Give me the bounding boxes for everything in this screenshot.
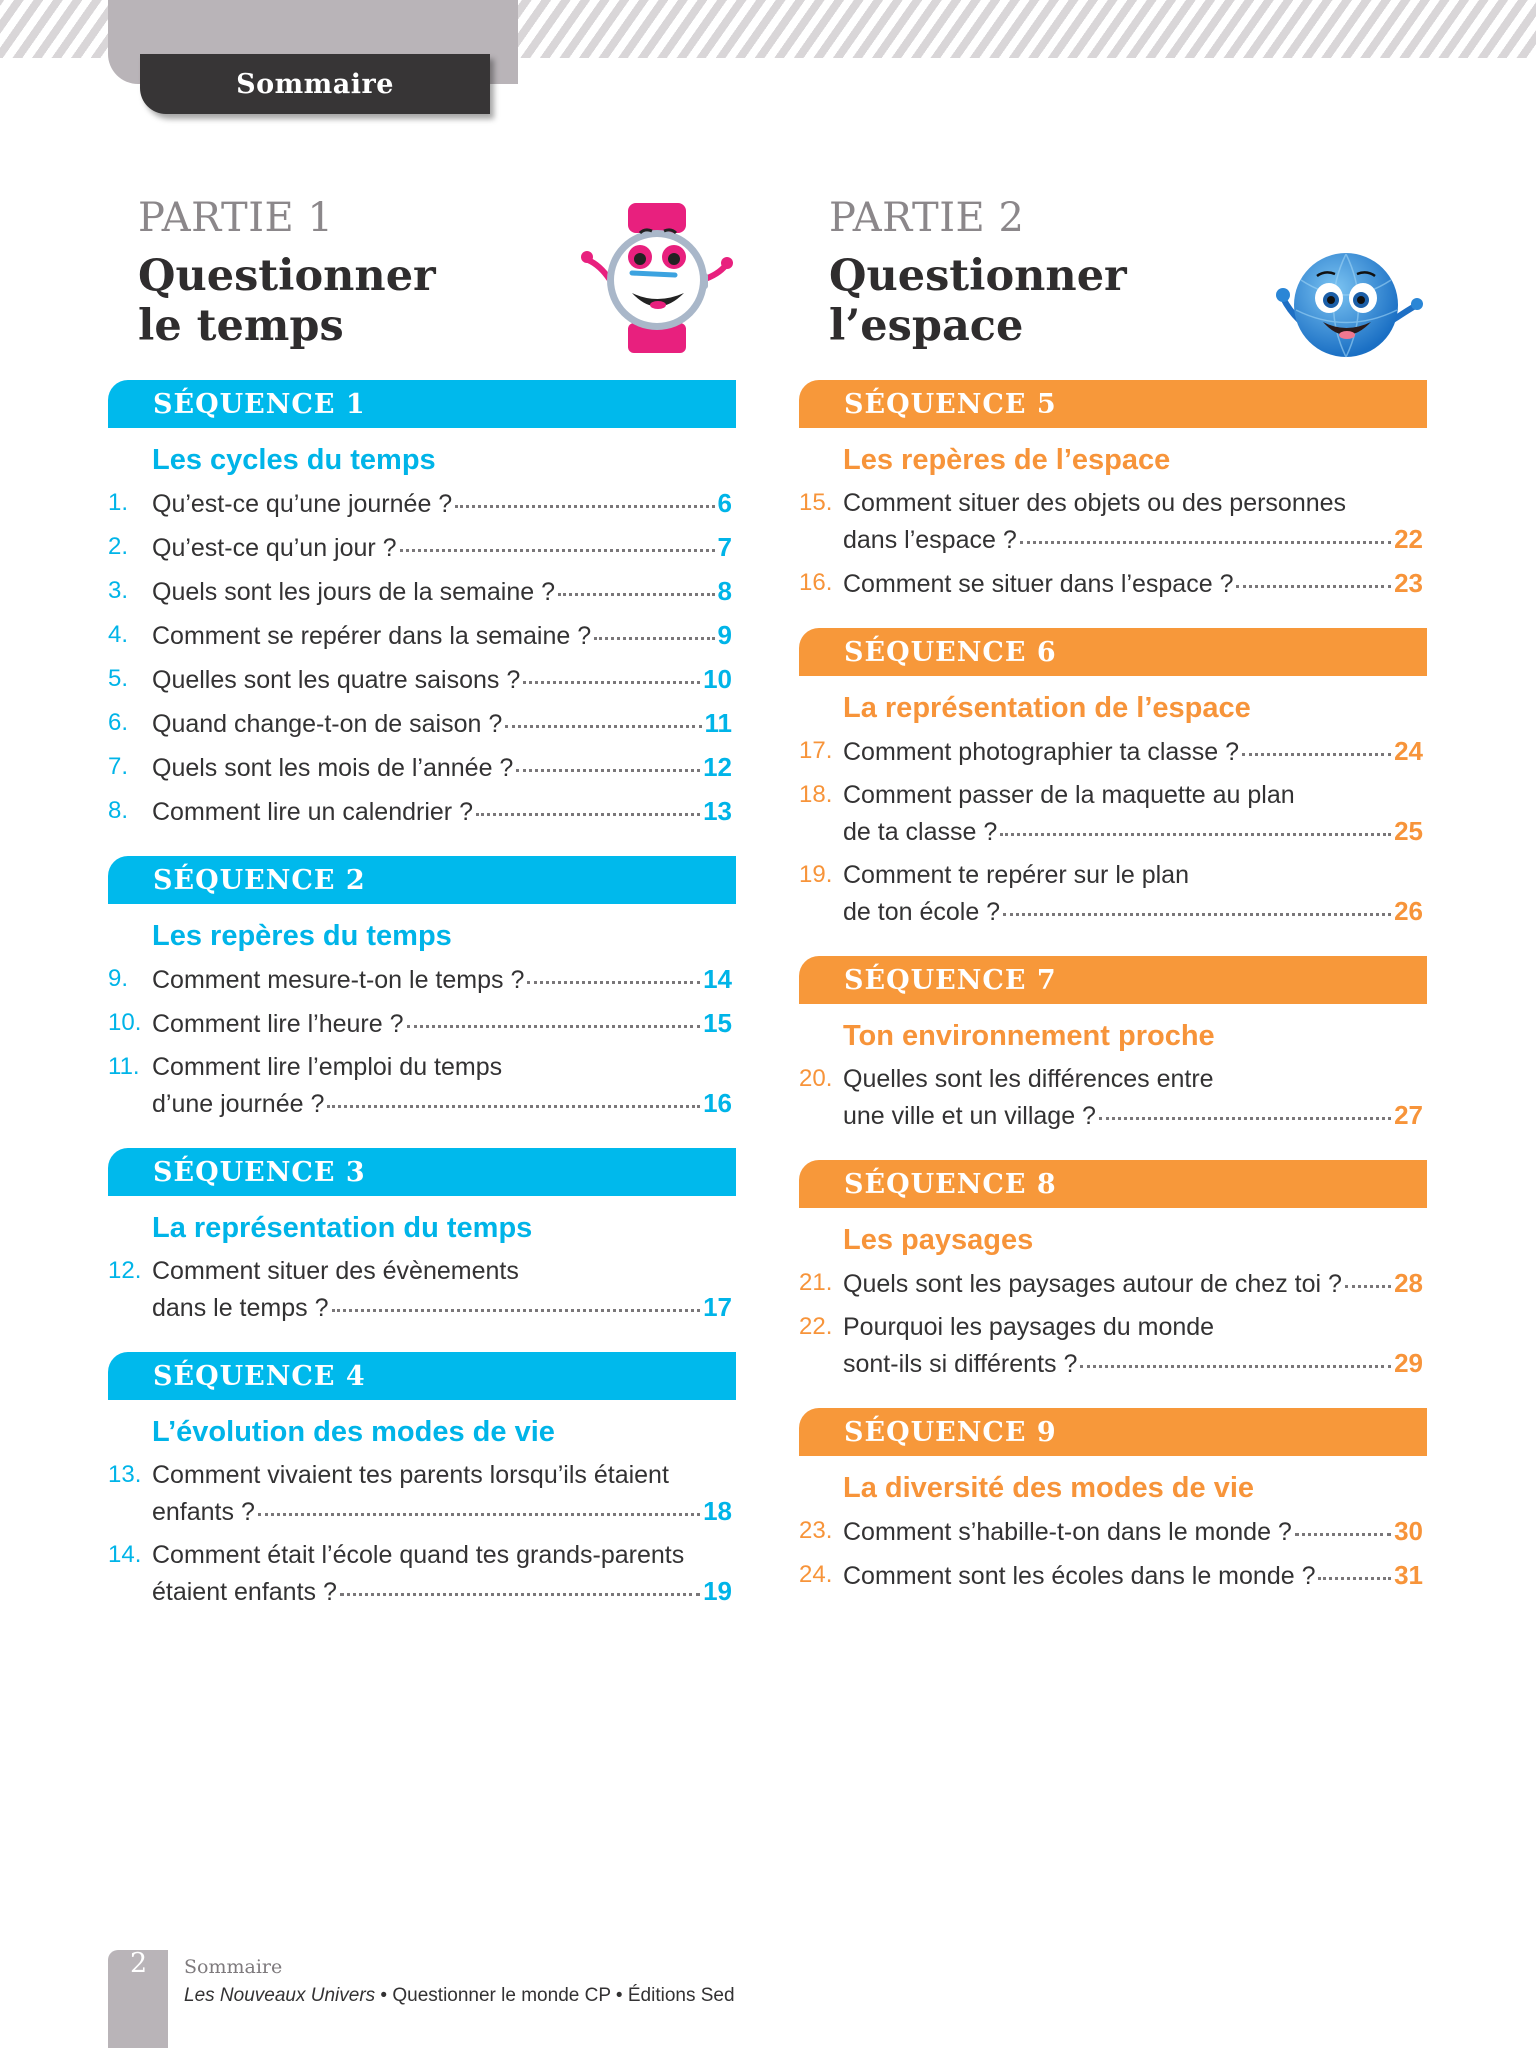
entry-number: 12. <box>108 1257 142 1284</box>
dot-leader <box>558 590 715 596</box>
dot-leader <box>523 678 700 684</box>
dot-leader <box>407 1022 701 1028</box>
sequence-8 <box>799 1160 1427 1382</box>
dot-leader <box>455 502 714 508</box>
entry-number: 18. <box>799 781 833 808</box>
toc-entry[interactable] <box>108 1005 736 1042</box>
entry-page: 17 <box>703 1292 732 1322</box>
part-1-column <box>108 195 736 1636</box>
toc-entry[interactable] <box>799 857 1427 930</box>
sequence-label: SÉQUENCE 8 <box>844 1168 1057 1200</box>
entry-text-line1: Quelles sont les différences entre <box>843 1065 1214 1093</box>
sequence-title: L’évolution des modes de vie <box>152 1416 555 1448</box>
entry-page: 16 <box>703 1088 732 1118</box>
part-2-column <box>799 195 1427 1620</box>
entry-text: Comment mesure-t-on le temps ? <box>152 966 525 994</box>
sequence-title: Ton environnement proche <box>843 1020 1215 1052</box>
entry-text-line1: Comment situer des évènements <box>152 1257 519 1285</box>
footer-section-label: Sommaire <box>184 1956 283 1978</box>
sequence-label: SÉQUENCE 1 <box>153 388 366 420</box>
sequence-1 <box>108 380 736 830</box>
entry-text: dans l’espace ? <box>843 526 1017 554</box>
entry-number: 22. <box>799 1313 833 1340</box>
sequence-header <box>799 380 1427 428</box>
toc-entry[interactable] <box>108 1049 736 1122</box>
entry-number: 15. <box>799 489 833 516</box>
dot-leader <box>1318 1574 1391 1580</box>
entry-page: 29 <box>1394 1348 1423 1378</box>
entry-number: 24. <box>799 1561 833 1588</box>
entry-text-line1: Comment te repérer sur le plan <box>843 861 1189 889</box>
entry-text-line1: Comment était l’école quand tes grands-parents <box>152 1541 685 1569</box>
toc-entry[interactable] <box>108 749 736 786</box>
part-title-line1: Questionner <box>138 251 436 301</box>
dot-leader <box>1000 830 1391 836</box>
dot-leader <box>1295 1530 1391 1536</box>
sequence-9 <box>799 1408 1427 1594</box>
dot-leader <box>258 1510 700 1516</box>
part-label: PARTIE 1 <box>138 195 334 241</box>
entry-page: 6 <box>717 488 732 518</box>
dot-leader <box>505 722 701 728</box>
dot-leader <box>476 810 700 816</box>
sequence-6 <box>799 628 1427 930</box>
sequence-label: SÉQUENCE 4 <box>153 1360 366 1392</box>
entry-text: Quels sont les jours de la semaine ? <box>152 578 555 606</box>
toc-entry[interactable] <box>799 1309 1427 1382</box>
sequence-label: SÉQUENCE 3 <box>153 1156 366 1188</box>
entry-number: 3. <box>108 577 129 604</box>
entry-text-line1: Comment lire l’emploi du temps <box>152 1053 503 1081</box>
entry-page: 8 <box>717 576 732 606</box>
sequence-title: La représentation du temps <box>152 1212 533 1244</box>
entry-text: une ville et un village ? <box>843 1102 1096 1130</box>
part-title-line2: le temps <box>138 301 344 351</box>
entry-page: 14 <box>703 964 732 994</box>
entry-text: Quand change-t-on de saison ? <box>152 710 503 738</box>
globe-mascot-icon <box>1261 240 1431 365</box>
dot-leader <box>1003 910 1391 916</box>
entry-page: 19 <box>703 1576 732 1606</box>
entry-number: 14. <box>108 1541 142 1568</box>
footer-publisher: Éditions Sed <box>627 1985 735 2006</box>
toc-entry[interactable] <box>799 485 1427 558</box>
entry-text: Comment photographier ta classe ? <box>843 738 1240 766</box>
entry-page: 18 <box>703 1496 732 1526</box>
entry-text: Comment se repérer dans la semaine ? <box>152 622 592 650</box>
part-2-header <box>799 195 1427 380</box>
entry-page: 23 <box>1394 568 1423 598</box>
entry-text: de ta classe ? <box>843 818 998 846</box>
dot-leader <box>327 1102 700 1108</box>
entry-number: 20. <box>799 1065 833 1092</box>
entry-number: 1. <box>108 489 129 516</box>
entry-text-line1: Comment situer des objets ou des personnes <box>843 489 1347 517</box>
entry-number: 8. <box>108 797 129 824</box>
entry-text: Qu’est-ce qu’une journée ? <box>152 490 453 518</box>
entry-page: 15 <box>703 1008 732 1038</box>
toc-entry[interactable] <box>108 573 736 610</box>
entry-page: 27 <box>1394 1100 1423 1130</box>
entry-number: 5. <box>108 665 129 692</box>
entry-text: Comment lire l’heure ? <box>152 1010 404 1038</box>
entry-text: enfants ? <box>152 1498 255 1526</box>
sequence-header <box>108 1352 736 1400</box>
sequence-header <box>799 1408 1427 1456</box>
sequence-5 <box>799 380 1427 602</box>
sequence-label: SÉQUENCE 6 <box>844 636 1057 668</box>
dot-leader <box>1020 538 1391 544</box>
entry-text: Comment sont les écoles dans le monde ? <box>843 1562 1316 1590</box>
entry-number: 2. <box>108 533 129 560</box>
entry-text-line1: Comment passer de la maquette au plan <box>843 781 1295 809</box>
dot-leader <box>516 766 700 772</box>
part-label: PARTIE 2 <box>829 195 1025 241</box>
toc-entry[interactable] <box>799 1265 1427 1302</box>
footer-credit <box>184 1985 735 2007</box>
entry-number: 17. <box>799 737 833 764</box>
toc-entry[interactable] <box>108 1537 736 1610</box>
toc-entry[interactable] <box>799 733 1427 770</box>
entry-number: 23. <box>799 1517 833 1544</box>
entry-page: 11 <box>704 708 732 738</box>
dot-leader <box>1345 1282 1391 1288</box>
entry-page: 13 <box>703 796 732 826</box>
toc-entry[interactable] <box>108 793 736 830</box>
part-title <box>829 251 1127 351</box>
entry-number: 21. <box>799 1269 833 1296</box>
entry-number: 9. <box>108 965 129 992</box>
entry-page: 26 <box>1394 896 1423 926</box>
toc-entry[interactable] <box>799 1513 1427 1550</box>
entry-page: 12 <box>703 752 732 782</box>
sequence-title: La représentation de l’espace <box>843 692 1251 724</box>
dot-leader <box>594 634 714 640</box>
sequence-header <box>799 1160 1427 1208</box>
sequence-header <box>799 956 1427 1004</box>
toc-entry[interactable] <box>108 1253 736 1326</box>
entry-text-line1: Pourquoi les paysages du monde <box>843 1313 1215 1341</box>
footer-separator: • <box>375 1985 393 2006</box>
entry-page: 22 <box>1394 524 1423 554</box>
entry-number: 7. <box>108 753 129 780</box>
sequence-label: SÉQUENCE 7 <box>844 964 1057 996</box>
entry-text: Comment se situer dans l’espace ? <box>843 570 1234 598</box>
entry-text: Comment lire un calendrier ? <box>152 798 473 826</box>
entry-number: 19. <box>799 861 833 888</box>
entry-page: 7 <box>717 532 732 562</box>
entry-page: 30 <box>1394 1516 1423 1546</box>
toc-entry[interactable] <box>108 617 736 654</box>
toc-entry[interactable] <box>799 777 1427 850</box>
entry-number: 6. <box>108 709 129 736</box>
sequence-title: Les paysages <box>843 1224 1034 1256</box>
toc-entry[interactable] <box>108 705 736 742</box>
entry-page: 28 <box>1394 1268 1423 1298</box>
toc-entry[interactable] <box>108 1457 736 1530</box>
sequence-label: SÉQUENCE 9 <box>844 1416 1057 1448</box>
entry-number: 4. <box>108 621 129 648</box>
part-title <box>138 251 436 351</box>
sequence-header <box>108 856 736 904</box>
toc-entry[interactable] <box>799 1557 1427 1594</box>
dot-leader <box>527 978 700 984</box>
sequence-4 <box>108 1352 736 1610</box>
sequence-header <box>108 380 736 428</box>
part-title-line1: Questionner <box>829 251 1127 301</box>
entry-page: 25 <box>1394 816 1423 846</box>
entry-text: sont-ils si différents ? <box>843 1350 1078 1378</box>
sequence-7 <box>799 956 1427 1134</box>
entry-text: Quels sont les paysages autour de chez toi ? <box>843 1270 1342 1298</box>
part-1-header <box>108 195 736 380</box>
dot-leader <box>400 546 715 552</box>
entry-text: Comment s’habille-t-on dans le monde ? <box>843 1518 1292 1546</box>
sequence-label: SÉQUENCE 5 <box>844 388 1057 420</box>
sequence-3 <box>108 1148 736 1326</box>
entry-page: 9 <box>717 620 732 650</box>
toc-entry[interactable] <box>108 661 736 698</box>
entry-page: 31 <box>1394 1560 1423 1590</box>
watch-mascot-icon <box>570 195 740 355</box>
entry-page: 24 <box>1394 736 1423 766</box>
sequence-header <box>799 628 1427 676</box>
dot-leader <box>1236 582 1391 588</box>
sequence-title: Les cycles du temps <box>152 444 436 476</box>
entry-text: Quelles sont les quatre saisons ? <box>152 666 521 694</box>
footer-series: Les Nouveaux Univers <box>184 1985 376 2006</box>
toc-entry[interactable] <box>108 961 736 998</box>
section-tab <box>140 54 490 114</box>
entry-text: Qu’est-ce qu’un jour ? <box>152 534 397 562</box>
entry-text-line1: Comment vivaient tes parents lorsqu’ils étaient <box>152 1461 669 1489</box>
toc-entry[interactable] <box>108 529 736 566</box>
dot-leader <box>1080 1362 1391 1368</box>
toc-entry[interactable] <box>799 565 1427 602</box>
entry-text: de ton école ? <box>843 898 1001 926</box>
footer-book: Questionner le monde CP <box>392 1985 611 2006</box>
sequence-title: La diversité des modes de vie <box>843 1472 1255 1504</box>
page-number: 2 <box>130 1948 148 1979</box>
entry-number: 16. <box>799 569 833 596</box>
entry-text: Quels sont les mois de l’année ? <box>152 754 514 782</box>
toc-entry[interactable] <box>108 485 736 522</box>
sequence-2 <box>108 856 736 1122</box>
dot-leader <box>332 1306 701 1312</box>
entry-page: 10 <box>703 664 732 694</box>
sequence-label: SÉQUENCE 2 <box>153 864 366 896</box>
sequence-title: Les repères de l’espace <box>843 444 1171 476</box>
dot-leader <box>1242 750 1391 756</box>
dot-leader <box>340 1590 700 1596</box>
footer-separator: • <box>610 1985 628 2006</box>
entry-number: 11. <box>108 1053 140 1080</box>
entry-text: dans le temps ? <box>152 1294 329 1322</box>
section-tab-label: Sommaire <box>236 68 394 100</box>
part-title-line2: l’espace <box>829 301 1024 351</box>
entry-number: 10. <box>108 1009 142 1036</box>
entry-text: d’une journée ? <box>152 1090 325 1118</box>
entry-text: étaient enfants ? <box>152 1578 337 1606</box>
sequence-header <box>108 1148 736 1196</box>
entry-number: 13. <box>108 1461 142 1488</box>
dot-leader <box>1099 1114 1391 1120</box>
toc-entry[interactable] <box>799 1061 1427 1134</box>
sequence-title: Les repères du temps <box>152 920 452 952</box>
